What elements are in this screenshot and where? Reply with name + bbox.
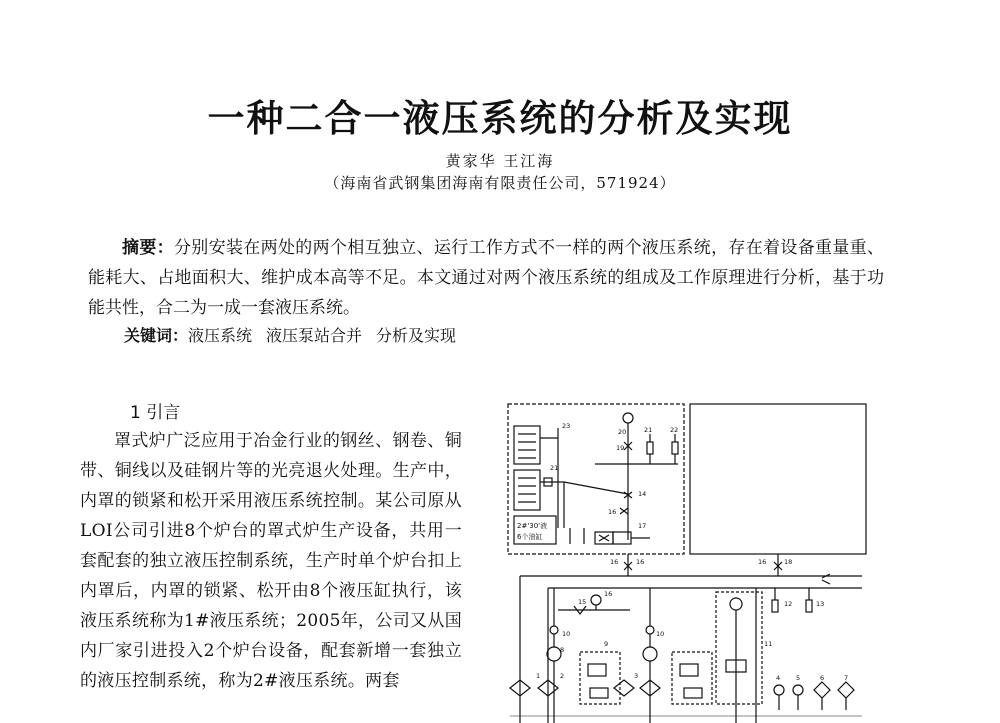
filter-icon: [647, 442, 653, 454]
label: 9: [604, 640, 609, 648]
keyword-item: 分析及实现: [376, 326, 457, 345]
label: 15: [578, 598, 587, 606]
label: 13: [816, 600, 825, 608]
abstract-text: 分别安装在两处的两个相互独立、运行工作方式不一样的两个液压系统，存在着设备重量重、能耗大、占地面积大、维护成本高等不足。本文通过对两个液压系统的组成及工作原理进行分析，基于功能共性，合二为一成一套液压系统。: [88, 238, 885, 318]
label: 21: [550, 464, 559, 472]
station-box-right: [690, 404, 866, 554]
pressure-gauge-icon: [623, 413, 633, 423]
pressure-gauge-icon: [646, 626, 654, 634]
pump-icon: [547, 647, 561, 661]
label: 6: [820, 674, 825, 682]
keywords-label: 关键词：: [124, 326, 189, 345]
label: 4: [776, 674, 781, 682]
label: 2: [560, 672, 565, 680]
filter-icon: [814, 682, 830, 698]
label: 1: [536, 672, 541, 680]
label: 10: [562, 630, 571, 638]
label: 16: [608, 508, 617, 516]
filter-icon: [806, 600, 812, 612]
filter-icon: [838, 682, 854, 698]
label: 14: [638, 490, 647, 498]
check-valve-icon: [620, 508, 628, 514]
section-body: 罩式炉广泛应用于冶金行业的钢丝、钢卷、铜带、铜线以及硅钢片等的光亮退火处理。生产中，内罩的锁紧和松开采用液压系统控制。某公司原从LOI公司引进8个炉台的罩式炉生产设备，共用一套配套的独立液压控制系统，生产时单个炉台扣上内罩后，内罩的锁紧、松开由8个液压缸执行，该液压系统称为1#液压系统；2005年，公司又从国内厂家引进投入2个炉台设备，配套新增一套独立的液压控制系统，称为2#液压系统。两套: [80, 431, 462, 691]
hydraulic-schematic-figure: [500, 398, 875, 723]
filter-icon: [614, 680, 634, 696]
keyword-item: 液压系统: [188, 326, 253, 345]
label: 11: [764, 640, 773, 648]
label: 16: [758, 558, 767, 566]
label: 23: [562, 422, 571, 430]
pressure-gauge-icon: [793, 685, 803, 695]
keyword-item: 液压泵站合并: [266, 326, 363, 345]
pressure-gauge-icon: [591, 595, 601, 605]
cylinder-symbol: [514, 470, 540, 510]
pressure-gauge-icon: [550, 626, 558, 634]
note-text-2: 6个油缸: [517, 533, 543, 541]
accumulator-icon: [730, 598, 742, 610]
filter-icon: [772, 600, 778, 612]
label: 21: [644, 426, 653, 434]
label: 19: [616, 444, 625, 452]
paper-title: 一种二合一液压系统的分析及实现: [207, 97, 793, 140]
label: 10: [656, 630, 665, 638]
label: 16: [610, 558, 619, 566]
label: 20: [618, 428, 627, 436]
pump-icon: [643, 647, 657, 661]
pressure-gauge-icon: [774, 685, 784, 695]
motor-box: [580, 652, 620, 704]
note-text-1: 2#'30'液: [517, 522, 548, 530]
label: 3: [634, 672, 639, 680]
keywords: [124, 323, 884, 349]
label: 22: [670, 426, 679, 434]
label: 8: [560, 646, 565, 654]
label: 12: [784, 600, 793, 608]
cylinder-symbol: [514, 426, 540, 464]
label: 7: [844, 674, 849, 682]
label: 17: [638, 522, 647, 530]
label: 5: [796, 674, 801, 682]
label: 16: [636, 558, 645, 566]
authors: 黄家华 王江海: [445, 152, 555, 170]
section-heading: 1 引言: [130, 403, 181, 423]
affiliation: （海南省武钢集团海南有限责任公司，571924）: [324, 174, 676, 192]
filter-icon: [672, 442, 678, 454]
abstract-label: 摘要：: [122, 238, 174, 258]
label: 18: [784, 558, 793, 566]
label: 16: [604, 590, 613, 598]
abstract: [88, 233, 884, 323]
motor-box: [672, 652, 712, 704]
